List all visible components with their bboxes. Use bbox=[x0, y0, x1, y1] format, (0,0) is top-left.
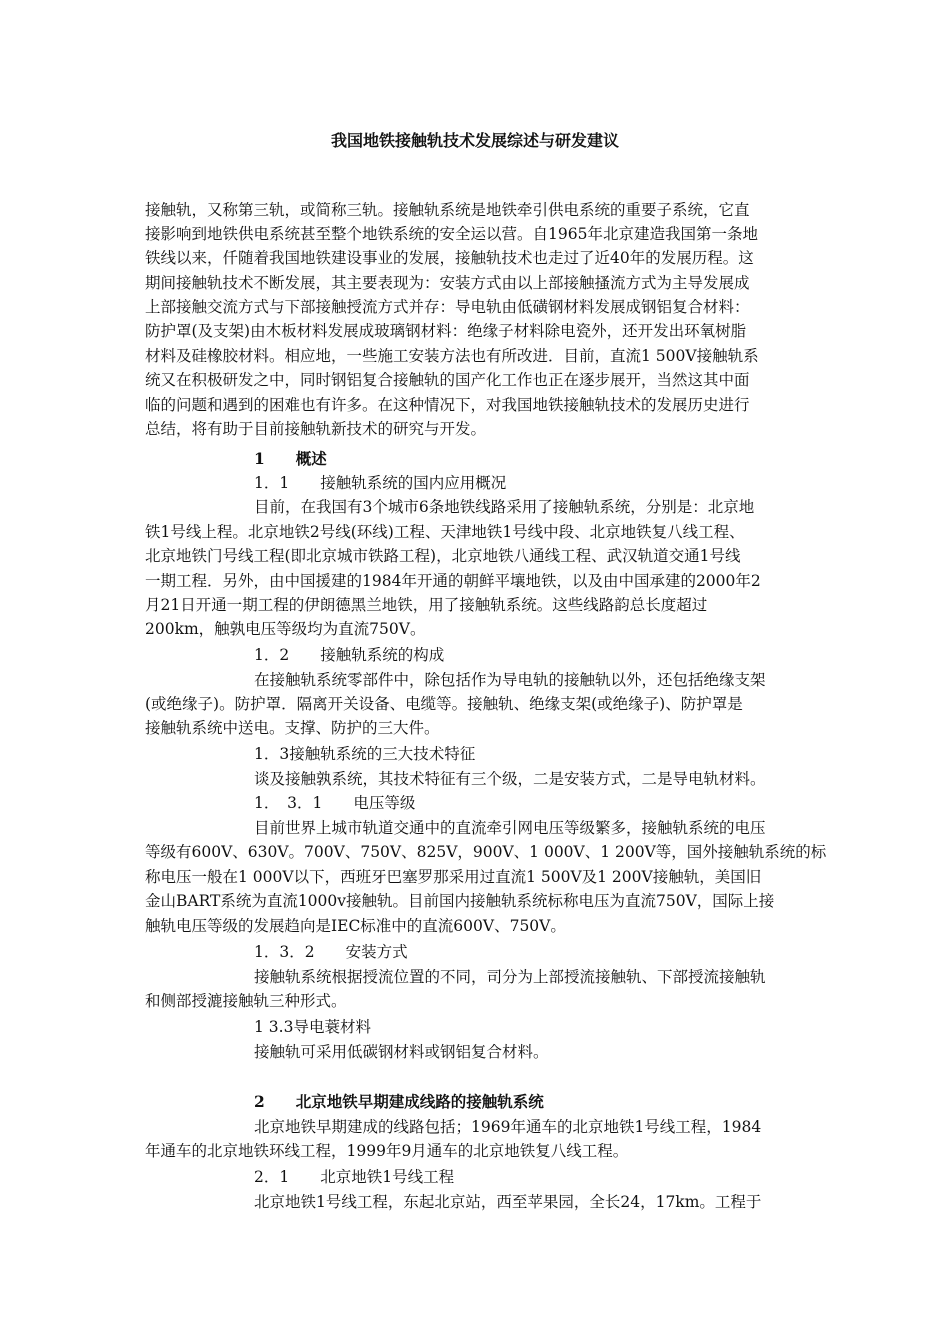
paragraph-line: 在接触轨系统零部件中，除包括作为导电轨的接触轨以外，还包括绝缘支架 bbox=[254, 671, 766, 689]
subsection-heading: 1． 3．1 电压等级 bbox=[254, 794, 416, 812]
paragraph-line: 称电压一般在1 000V以下，西班牙巴塞罗那采用过直流1 500V及1 200V接触轨，美国旧 bbox=[145, 868, 762, 886]
paragraph-line: 北京地铁门号线工程(即北京城市铁路工程)，北京地铁八通线工程、武汉轨道交通1号线 bbox=[145, 547, 741, 565]
paragraph-line: 接影响到地铁供电系统甚至整个地铁系统的安全运以营。自1965年北京建造我国第一条地 bbox=[145, 225, 758, 243]
paragraph-line: 接触轨，又称第三轨，或简称三轨。接触轨系统是地铁牵引供电系统的重要子系统，它直 bbox=[145, 201, 750, 219]
paragraph-line: 金山BART系统为直流1000v接触轨。目前国内接触轨系统标称电压为直流750V，国际上接 bbox=[145, 892, 775, 910]
paragraph-line: 材料及硅橡胶材料。相应地，一些施工安装方法也有所改进．目前，直流1 500V接触轨系 bbox=[145, 347, 759, 365]
paragraph-line: 和侧部授漉接触轨三种形式。 bbox=[145, 992, 347, 1010]
paragraph-line: 月21日开通一期工程的伊朗德黑兰地铁，用了接触轨系统。这些线路韵总长度超过 bbox=[145, 596, 708, 614]
subsection-heading: 1 3.3导电蓑材料 bbox=[254, 1018, 371, 1036]
subsection-heading: 2．1 北京地铁1号线工程 bbox=[254, 1168, 455, 1186]
paragraph-line: 年通车的北京地铁环线工程，1999年9月通车的北京地铁复八线工程。 bbox=[145, 1142, 629, 1160]
paragraph-line: 临的问题和遇到的困难也有许多。在这种情况下，对我国地铁接触轨技术的发展历史进行 bbox=[145, 396, 750, 414]
paragraph-line: 铁1号线上程。北京地铁2号线(环线)工程、天津地铁1号线中段、北京地铁复八线工程、 bbox=[145, 523, 745, 541]
paragraph-line: 200km，触孰电压等级均为直流750V。 bbox=[145, 620, 426, 638]
paragraph-line: 北京地铁1号线工程，东起北京站，西至苹果园，全长24，17km。工程于 bbox=[254, 1193, 762, 1211]
paragraph-line: 触轨电压等级的发展趋向是IEC标准中的直流600V、750V。 bbox=[145, 917, 566, 935]
paragraph-line: 防护罩(及支架)由木板材料发展成玻璃钢材料：绝缘子材料除电瓷外，还开发出环氧树脂 bbox=[145, 322, 747, 340]
paragraph-line: 上部接触交流方式与下部接触授流方式并存：导电轨由低磺钢材料发展成钢铝复合材料： bbox=[145, 298, 750, 316]
paragraph-line: 接触轨可采用低碳钢材料或钢铝复合材料。 bbox=[254, 1043, 549, 1061]
paragraph-line: 总结，将有助于目前接触轨新技术的研究与开发。 bbox=[145, 420, 487, 438]
paragraph-line: 目前，在我国有3个城市6条地铁线路采用了接触轨系统，分别是：北京地 bbox=[254, 498, 755, 516]
subsection-heading: 1．2 接触轨系统的构成 bbox=[254, 646, 445, 664]
paragraph-line: (或绝缘子)。防护罩．隔离开关设备、电缆等。接触轨、绝缘支架(或绝缘子)、防护罩是 bbox=[145, 695, 743, 713]
paragraph-line: 接触轨系统中送电。支撑、防护的三大件。 bbox=[145, 719, 440, 737]
paragraph-line: 谈及接触孰系统，其技术特征有三个级，二是安装方式，二是导电轨材料。 bbox=[254, 770, 766, 788]
paragraph-line: 期间接触轨技术不断发展，其主要表现为：安装方式由以上部接触搔流方式为主导发展成 bbox=[145, 274, 750, 292]
paragraph-line: 北京地铁早期建成的线路包括；1969年通车的北京地铁1号线工程，1984 bbox=[254, 1118, 762, 1136]
paragraph-line: 统又在积极研发之中，同时钢铝复合接触轨的国产化工作也正在逐步展开，当然这其中面 bbox=[145, 371, 750, 389]
paragraph-line: 目前世界上城市轨道交通中的直流牵引网电压等级繁多，接触轨系统的电压 bbox=[254, 819, 766, 837]
paragraph-line: 等级有600V、630V。700V、750V、825V，900V、1 000V、1 200V等，国外接触轨系统的标 bbox=[145, 843, 827, 861]
paragraph-line: 接触轨系统根据授流位置的不同，司分为上部授流接触轨、下部授流接触轨 bbox=[254, 968, 766, 986]
section-heading: 1 概述 bbox=[254, 449, 327, 468]
document-title: 我国地铁接触轨技术发展综述与研发建议 bbox=[330, 131, 619, 150]
section-heading: 2 北京地铁早期建成线路的接触轨系统 bbox=[254, 1092, 544, 1111]
subsection-heading: 1．3．2 安装方式 bbox=[254, 943, 408, 961]
paragraph-line: 一期工程．另外，由中国援建的1984年开通的朝鲜平壤地铁，以及由中国承建的2000年2 bbox=[145, 572, 761, 590]
paragraph-line: 铁线以来，仟随着我国地铁建设事业的发展，接触轨技术也走过了近40年的发展历程。这 bbox=[145, 249, 754, 267]
subsection-heading: 1．3接触轨系统的三大技术特征 bbox=[254, 745, 476, 763]
subsection-heading: 1．1 接触轨系统的国内应用概况 bbox=[254, 474, 507, 492]
